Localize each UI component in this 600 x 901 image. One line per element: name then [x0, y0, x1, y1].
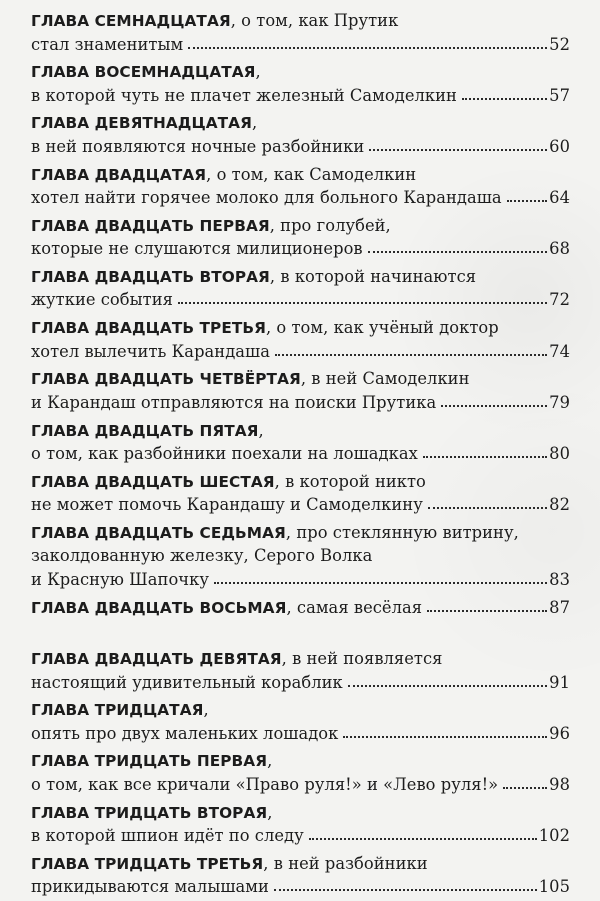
chapter-description: жуткие события: [31, 290, 173, 310]
chapter-description: и Карандаш отправляются на поиски Прутика: [31, 392, 437, 412]
chapter-title: ГЛАВА ДВАДЦАТЬ ПЯТАЯ: [31, 421, 259, 440]
page-number: 82: [549, 495, 570, 515]
chapter-title: ГЛАВА ДВАДЦАТЬ ШЕСТАЯ: [31, 472, 275, 491]
dot-leader: [503, 787, 547, 789]
chapter-description: о том, как разбойники поехали на лошадках: [31, 444, 418, 463]
page-number: 98: [549, 774, 570, 794]
dot-leader: [348, 685, 547, 687]
chapter-heading-line: [31, 801, 570, 825]
chapter-description: в которой чуть не плачет железный Самоделкин: [31, 85, 457, 105]
chapter-description-line: [31, 875, 570, 899]
dot-leader: [428, 507, 547, 509]
toc-entry: [31, 645, 570, 696]
toc-entry: [31, 594, 570, 645]
page-number: 87: [549, 597, 570, 617]
chapter-description-line: [31, 671, 570, 695]
chapter-title: ГЛАВА ДЕВЯТНАДЦАТАЯ: [31, 114, 252, 133]
toc-entry: [31, 161, 570, 212]
chapter-description-line: [31, 773, 570, 797]
chapter-heading-tail: ,: [267, 802, 273, 822]
chapter-title: ГЛАВА ДВАДЦАТЬ ПЕРВАЯ: [31, 216, 270, 235]
page-number: 74: [549, 341, 570, 361]
chapter-title: ГЛАВА ВОСЕМНАДЦАТАЯ: [31, 63, 256, 82]
chapter-description-line: [31, 568, 570, 592]
page-number: 52: [549, 34, 570, 54]
chapter-heading-tail: ,: [255, 62, 261, 82]
toc-entry: [31, 417, 570, 468]
chapter-title: ГЛАВА ДВАДЦАТЬ ВОСЬМАЯ: [31, 598, 287, 617]
toc-entry: [31, 7, 570, 58]
page-number: 80: [549, 444, 570, 463]
page-number: 72: [549, 290, 570, 310]
chapter-heading-tail: ,: [258, 420, 264, 440]
chapter-heading-line: [31, 749, 570, 773]
toc-entry: [31, 365, 570, 416]
chapter-heading-line: [31, 470, 570, 494]
chapter-description: в которой шпион идёт по следу: [31, 826, 304, 846]
chapter-description: которые не слушаются милиционеров: [31, 239, 363, 259]
dot-leader: [441, 405, 547, 407]
chapter-description-line: [31, 33, 570, 57]
chapter-title: ГЛАВА ТРИДЦАТЬ ПЕРВАЯ: [31, 752, 268, 771]
chapter-description-line: [31, 391, 570, 415]
dot-leader: [368, 251, 548, 253]
chapter-heading-tail: , в ней Самоделкин: [300, 369, 470, 389]
chapter-description: опять про двух маленьких лошадок: [31, 723, 339, 743]
toc-entry: [31, 263, 570, 314]
chapter-heading-tail: , про голубей,: [269, 215, 391, 235]
chapter-heading-tail: , о том, как Самоделкин: [206, 164, 417, 184]
chapter-description-line: [31, 84, 570, 108]
dot-leader: [343, 736, 547, 738]
chapter-description: заколдованную железку, Серого Волка: [31, 546, 373, 566]
toc-entry: [31, 212, 570, 263]
chapter-title: ГЛАВА ДВАДЦАТЬ ЧЕТВЁРТАЯ: [31, 370, 301, 389]
chapter-description: хотел вылечить Карандаша: [31, 341, 270, 361]
toc-entry: [31, 850, 570, 901]
page-number: 105: [538, 877, 570, 897]
dot-leader: [275, 354, 547, 356]
chapter-description: хотел найти горячее молоко для больного Карандаша: [31, 188, 502, 208]
dot-leader: [507, 200, 547, 202]
page-number: 96: [549, 723, 570, 743]
page-number: 57: [549, 85, 570, 105]
chapter-heading-line: [31, 596, 570, 620]
chapter-heading-tail: ,: [251, 113, 258, 133]
chapter-heading-tail: , в ней разбойники: [263, 853, 428, 873]
chapter-title: ГЛАВА ТРИДЦАТАЯ: [31, 701, 204, 720]
toc-entry: [31, 519, 570, 594]
chapter-heading-tail: , о том, как учёный доктор: [265, 318, 499, 338]
chapter-heading-tail: , о том, как Прутик: [230, 11, 399, 30]
chapter-heading-tail: , в которой начинаются: [269, 266, 477, 286]
dot-leader: [188, 47, 547, 49]
chapter-heading-line: [31, 316, 570, 340]
dot-leader: [423, 456, 547, 458]
chapter-heading-line: [31, 111, 570, 135]
table-of-contents: [31, 7, 570, 901]
page-number: 68: [549, 239, 570, 259]
chapter-heading-line: [31, 9, 570, 33]
page-number: 83: [549, 569, 570, 589]
page-number: 64: [549, 188, 570, 208]
dot-leader: [309, 838, 537, 840]
toc-entry: [31, 58, 570, 109]
dot-leader: [214, 582, 547, 584]
dot-leader: [462, 98, 547, 100]
chapter-heading-tail: ,: [203, 700, 209, 720]
chapter-description-line: [31, 544, 570, 568]
chapter-description: о том, как все кричали «Право руля!» и «Лево руля!»: [31, 774, 499, 794]
chapter-heading-line: [31, 647, 570, 671]
chapter-heading-line: [31, 367, 570, 391]
chapter-description-line: [31, 186, 570, 210]
toc-entry: [31, 696, 570, 747]
dot-leader: [274, 889, 537, 891]
page-number: 91: [549, 672, 570, 692]
chapter-description: настоящий удивительный кораблик: [31, 672, 343, 692]
chapter-title: ГЛАВА ДВАДЦАТЬ СЕДЬМАЯ: [31, 523, 286, 542]
chapter-description: и Красную Шапочку: [31, 569, 209, 589]
chapter-description: стал знаменитым: [31, 34, 184, 54]
chapter-title: ГЛАВА ТРИДЦАТЬ ТРЕТЬЯ: [31, 854, 264, 873]
chapter-heading-line: [31, 163, 570, 187]
chapter-description-line: [31, 493, 570, 517]
chapter-description-line: [31, 722, 570, 746]
chapter-heading-line: [31, 214, 570, 238]
dot-leader: [427, 610, 547, 612]
chapter-title: ГЛАВА СЕМНАДЦАТАЯ: [31, 12, 231, 30]
chapter-description-line: [31, 340, 570, 364]
chapter-description-line: [31, 442, 570, 466]
toc-entry: [31, 109, 570, 160]
chapter-description-line: [31, 135, 570, 159]
chapter-heading-line: [31, 265, 570, 289]
chapter-description-line: [31, 288, 570, 312]
page-number: 102: [538, 826, 570, 846]
chapter-heading-tail: ,: [267, 751, 273, 771]
chapter-title: ГЛАВА ДВАДЦАТЬ ДЕВЯТАЯ: [31, 650, 282, 669]
chapter-heading-tail: , про стеклянную витрину,: [285, 522, 519, 542]
chapter-description-line: [31, 824, 570, 848]
chapter-title: ГЛАВА ДВАДЦАТАЯ: [31, 165, 207, 184]
chapter-heading-line: [31, 852, 570, 876]
chapter-description: в ней появляются ночные разбойники: [31, 136, 365, 156]
dot-leader: [369, 149, 547, 151]
chapter-description: не может помочь Карандашу и Самоделкину: [31, 495, 423, 515]
chapter-heading-line: [31, 698, 570, 722]
chapter-description-line: [31, 237, 570, 261]
chapter-heading-line: [31, 60, 570, 84]
chapter-title: ГЛАВА ДВАДЦАТЬ ТРЕТЬЯ: [31, 319, 266, 338]
toc-entry: [31, 314, 570, 365]
chapter-heading-line: [31, 419, 570, 443]
toc-entry: [31, 468, 570, 519]
chapter-heading-tail: , в ней появляется: [281, 649, 443, 669]
chapter-heading-tail: , самая весёлая: [286, 597, 423, 617]
chapter-description: прикидываются малышами: [31, 877, 269, 897]
dot-leader: [178, 302, 547, 304]
toc-entry: [31, 799, 570, 850]
chapter-heading-line: [31, 521, 570, 545]
page-number: 60: [549, 136, 570, 156]
chapter-heading-tail: , в которой никто: [274, 471, 426, 491]
page-number: 79: [549, 392, 570, 412]
toc-entry: [31, 747, 570, 798]
chapter-title: ГЛАВА ТРИДЦАТЬ ВТОРАЯ: [31, 803, 268, 822]
chapter-title: ГЛАВА ДВАДЦАТЬ ВТОРАЯ: [31, 267, 270, 286]
